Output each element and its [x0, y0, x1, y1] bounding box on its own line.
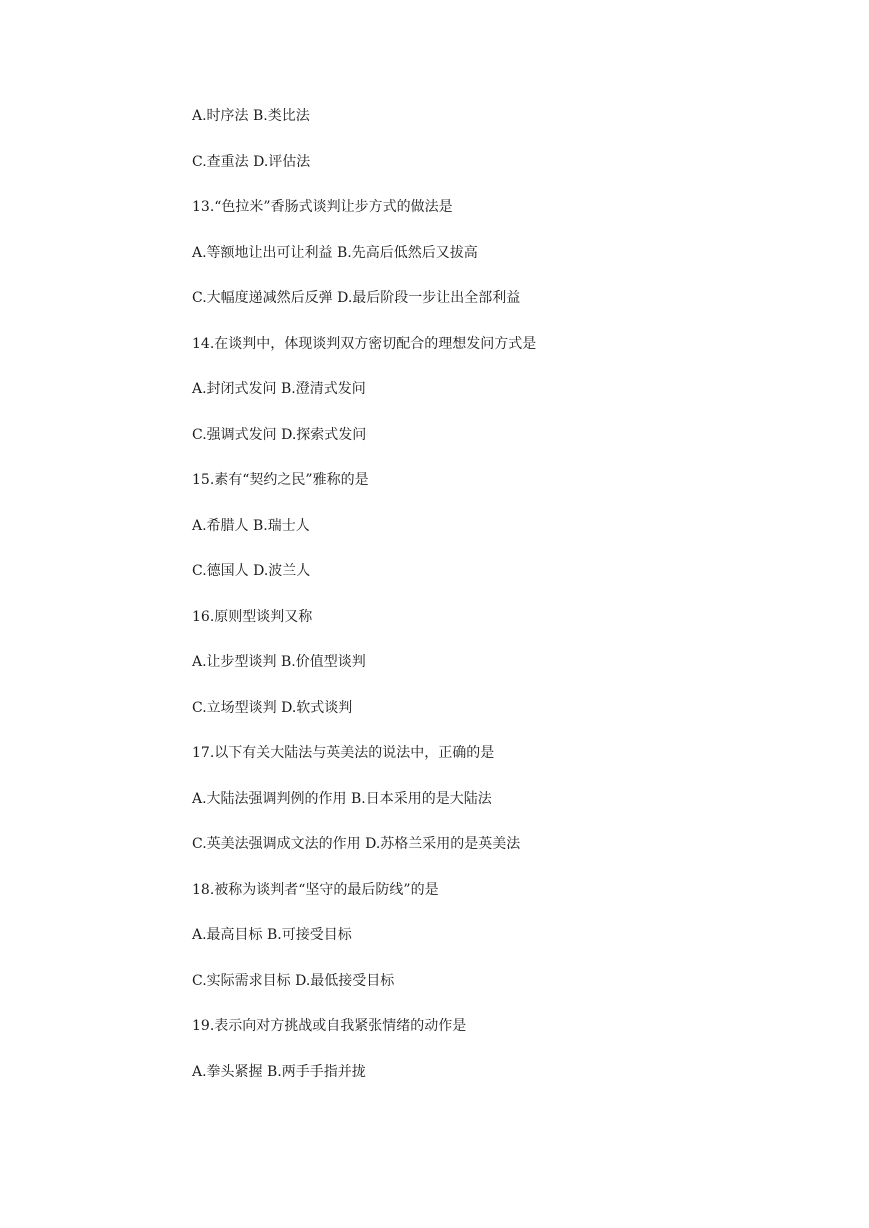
question-line: 17.以下有关大陆法与英美法的说法中，正确的是 [192, 745, 495, 761]
option-line: A.时序法 B.类比法 [192, 108, 310, 124]
question-line: 18.被称为谈判者“坚守的最后防线”的是 [192, 881, 439, 898]
option-line: A.大陆法强调判例的作用 B.日本采用的是大陆法 [192, 790, 492, 807]
option-line: A.封闭式发问 B.澄清式发问 [192, 381, 366, 397]
option-line: A.希腊人 B.瑞士人 [192, 517, 310, 534]
option-line: C.大幅度递减然后反弹 D.最后阶段一步让出全部利益 [192, 290, 521, 306]
question-line: 13.“色拉米”香肠式谈判让步方式的做法是 [192, 199, 453, 215]
question-line: 14.在谈判中，体现谈判双方密切配合的理想发问方式是 [192, 335, 537, 352]
option-line: A.让步型谈判 B.价值型谈判 [192, 654, 366, 670]
question-line: 19.表示向对方挑战或自我紧张情绪的动作是 [192, 1018, 467, 1034]
option-line: A.等额地让出可让利益 B.先高后低然后又拔高 [192, 244, 478, 261]
question-list [192, 104, 832, 1105]
option-line: A.最高目标 B.可接受目标 [192, 927, 352, 943]
option-line: C.实际需求目标 D.最低接受目标 [192, 972, 395, 989]
option-line: C.强调式发问 D.探索式发问 [192, 426, 367, 443]
option-line: C.英美法强调成文法的作用 D.苏格兰采用的是英美法 [192, 836, 521, 852]
question-line: 16.原则型谈判又称 [192, 608, 313, 625]
option-line: C.德国人 D.波兰人 [192, 563, 311, 579]
question-line: 15.素有“契约之民”雅称的是 [192, 472, 369, 488]
option-line: C.查重法 D.评估法 [192, 153, 311, 170]
option-line: A.拳头紧握 B.两手手指并拢 [192, 1063, 366, 1080]
option-line: C.立场型谈判 D.软式谈判 [192, 699, 353, 716]
